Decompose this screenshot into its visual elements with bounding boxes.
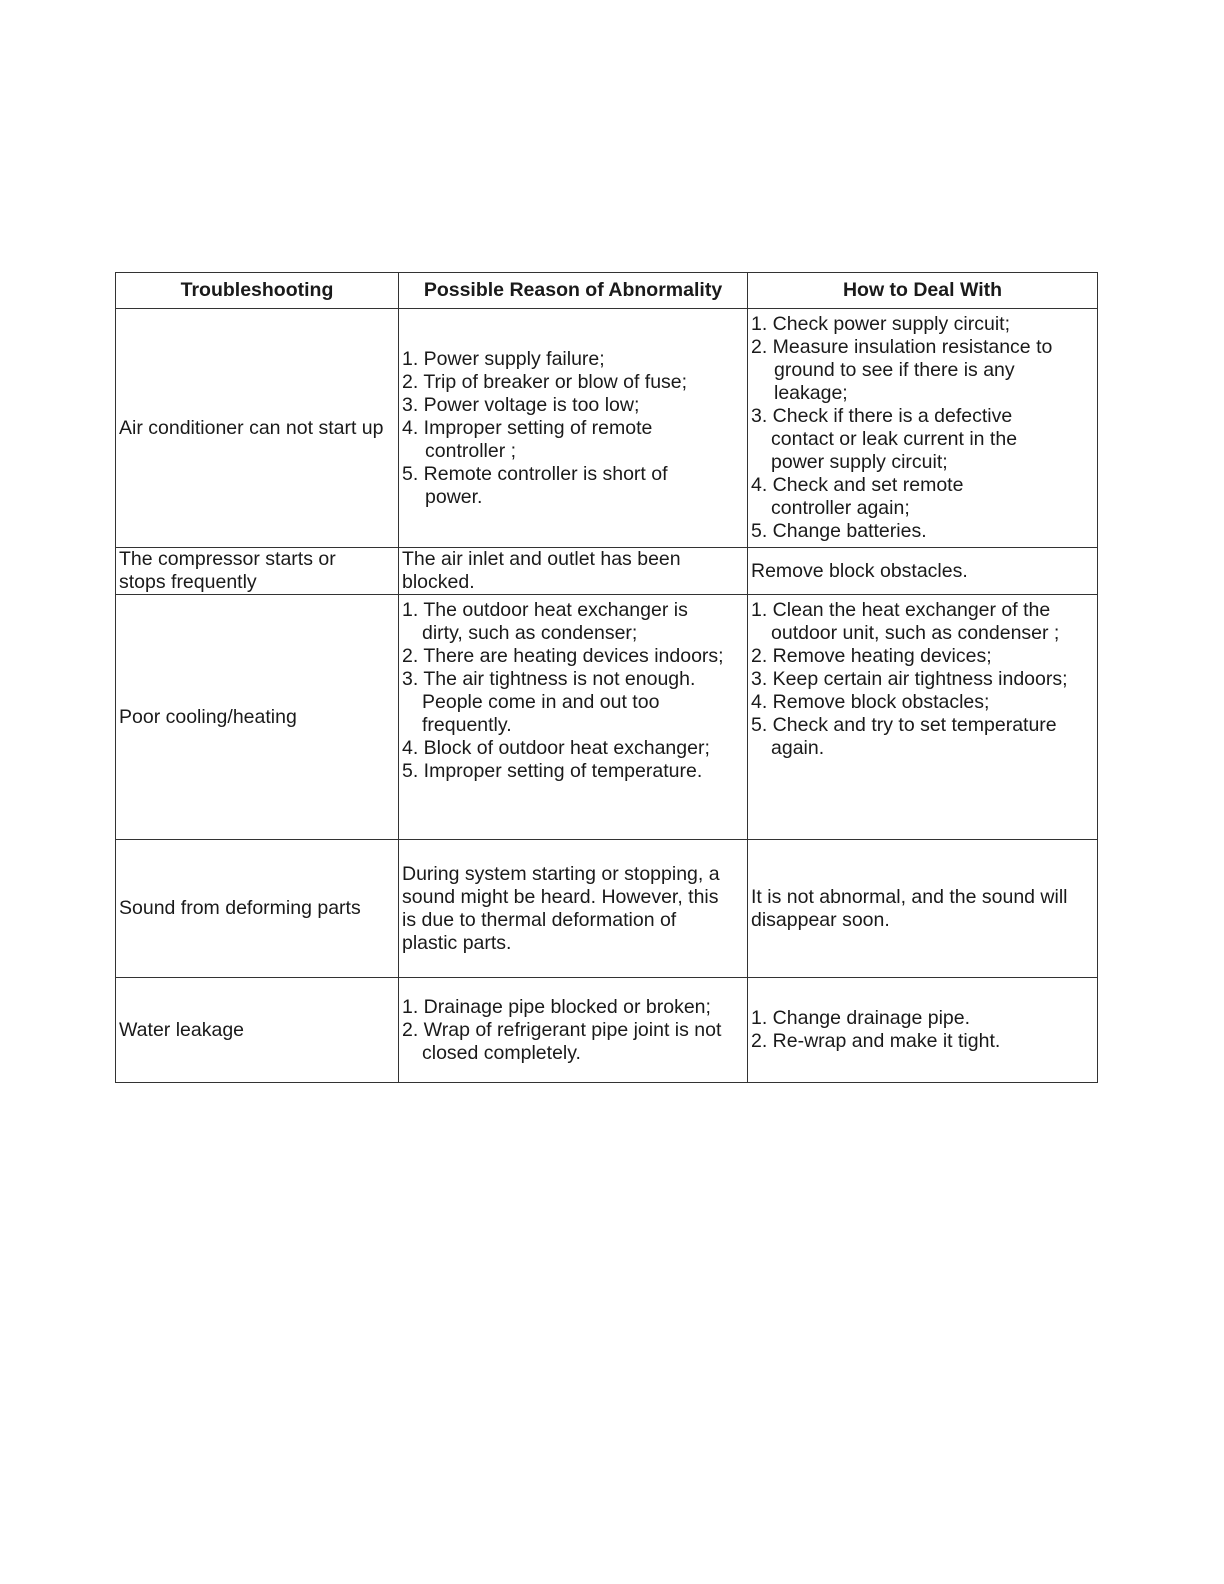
solution-line: leakage;	[774, 382, 848, 404]
solution-line: disappear soon.	[751, 908, 890, 931]
reason-line: blocked.	[402, 571, 475, 593]
table-row	[116, 548, 1098, 595]
problem-cell: Poor cooling/heating	[116, 595, 399, 840]
reason-line: 4. Improper setting of remote	[402, 416, 653, 439]
reason-line: 5. Remote controller is short of	[402, 462, 668, 485]
reason-line: 2. Trip of breaker or blow of fuse;	[402, 370, 688, 393]
problem-cell	[116, 548, 399, 595]
solution-cell	[748, 309, 1098, 548]
reason-line: 5. Improper setting of temperature.	[402, 760, 703, 782]
problem-line: stops frequently	[119, 571, 257, 593]
solution-line: ground to see if there is any	[774, 359, 1015, 381]
solution-line: It is not abnormal, and the sound will	[751, 885, 1068, 908]
reason-line: dirty, such as condenser;	[422, 622, 638, 644]
solution-line: outdoor unit, such as condenser ;	[771, 622, 1060, 644]
problem-cell: Sound from deforming parts	[116, 840, 399, 978]
reason-cell	[399, 309, 748, 548]
reason-line: plastic parts.	[402, 931, 512, 954]
solution-cell	[748, 595, 1098, 840]
solution-line: 2. Remove heating devices;	[751, 645, 992, 667]
table-header-row	[116, 273, 1098, 309]
reason-line: frequently.	[422, 714, 512, 736]
reason-line: 2. Wrap of refrigerant pipe joint is not	[402, 1018, 722, 1041]
reason-cell	[399, 548, 748, 595]
reason-line: The air inlet and outlet has been	[402, 548, 681, 570]
solution-line: 4. Check and set remote	[751, 474, 964, 496]
reason-line: sound might be heard. However, this	[402, 885, 719, 908]
reason-line: is due to thermal deformation of	[402, 908, 677, 931]
solution-line: 3. Check if there is a defective	[751, 405, 1013, 427]
reason-line: 1. Drainage pipe blocked or broken;	[402, 995, 711, 1018]
table-row	[116, 840, 1098, 978]
solution-line: 4. Remove block obstacles;	[751, 691, 990, 713]
reason-line: 3. Power voltage is too low;	[402, 393, 640, 416]
solution-line: contact or leak current in the	[771, 428, 1018, 450]
solution-line: 5. Check and try to set temperature	[751, 714, 1057, 736]
reason-line: 1. Power supply failure;	[402, 347, 605, 370]
solution-line: 2. Measure insulation resistance to	[751, 336, 1053, 358]
reason-line: power.	[425, 485, 483, 508]
problem-cell: Water leakage	[116, 978, 399, 1083]
reason-line: 1. The outdoor heat exchanger is	[402, 599, 688, 621]
reason-line: controller ;	[425, 439, 517, 462]
solution-line: power supply circuit;	[771, 451, 948, 473]
reason-line: 2. There are heating devices indoors;	[402, 645, 724, 667]
reason-line: 4. Block of outdoor heat exchanger;	[402, 737, 710, 759]
problem-cell: Air conditioner can not start up	[116, 309, 399, 548]
solution-line: 2. Re-wrap and make it tight.	[751, 1030, 1001, 1052]
reason-line: 3. The air tightness is not enough.	[402, 668, 696, 690]
solution-line: 5. Change batteries.	[751, 520, 927, 542]
reason-cell	[399, 595, 748, 840]
header-troubleshooting: Troubleshooting	[116, 273, 399, 309]
solution-line: 3. Keep certain air tightness indoors;	[751, 668, 1068, 690]
solution-cell	[748, 840, 1098, 978]
solution-cell	[748, 978, 1098, 1083]
header-possible-reason: Possible Reason of Abnormality	[399, 273, 748, 309]
solution-line: 1. Change drainage pipe.	[751, 1007, 971, 1029]
solution-line: controller again;	[771, 497, 910, 519]
reason-cell	[399, 978, 748, 1083]
reason-line: People come in and out too	[422, 691, 660, 713]
problem-line: The compressor starts or	[119, 548, 336, 570]
solution-line: again.	[771, 737, 825, 759]
header-how-to-deal: How to Deal With	[748, 273, 1098, 309]
solution-line: 1. Clean the heat exchanger of the	[751, 599, 1051, 621]
reason-line: During system starting or stopping, a	[402, 862, 720, 885]
solution-line: 1. Check power supply circuit;	[751, 313, 1011, 335]
table-row	[116, 309, 1098, 548]
reason-line: closed completely.	[422, 1041, 581, 1064]
table-row	[116, 978, 1098, 1083]
troubleshooting-table	[115, 272, 1098, 1083]
solution-cell: Remove block obstacles.	[748, 548, 1098, 595]
table-row	[116, 595, 1098, 840]
reason-cell	[399, 840, 748, 978]
